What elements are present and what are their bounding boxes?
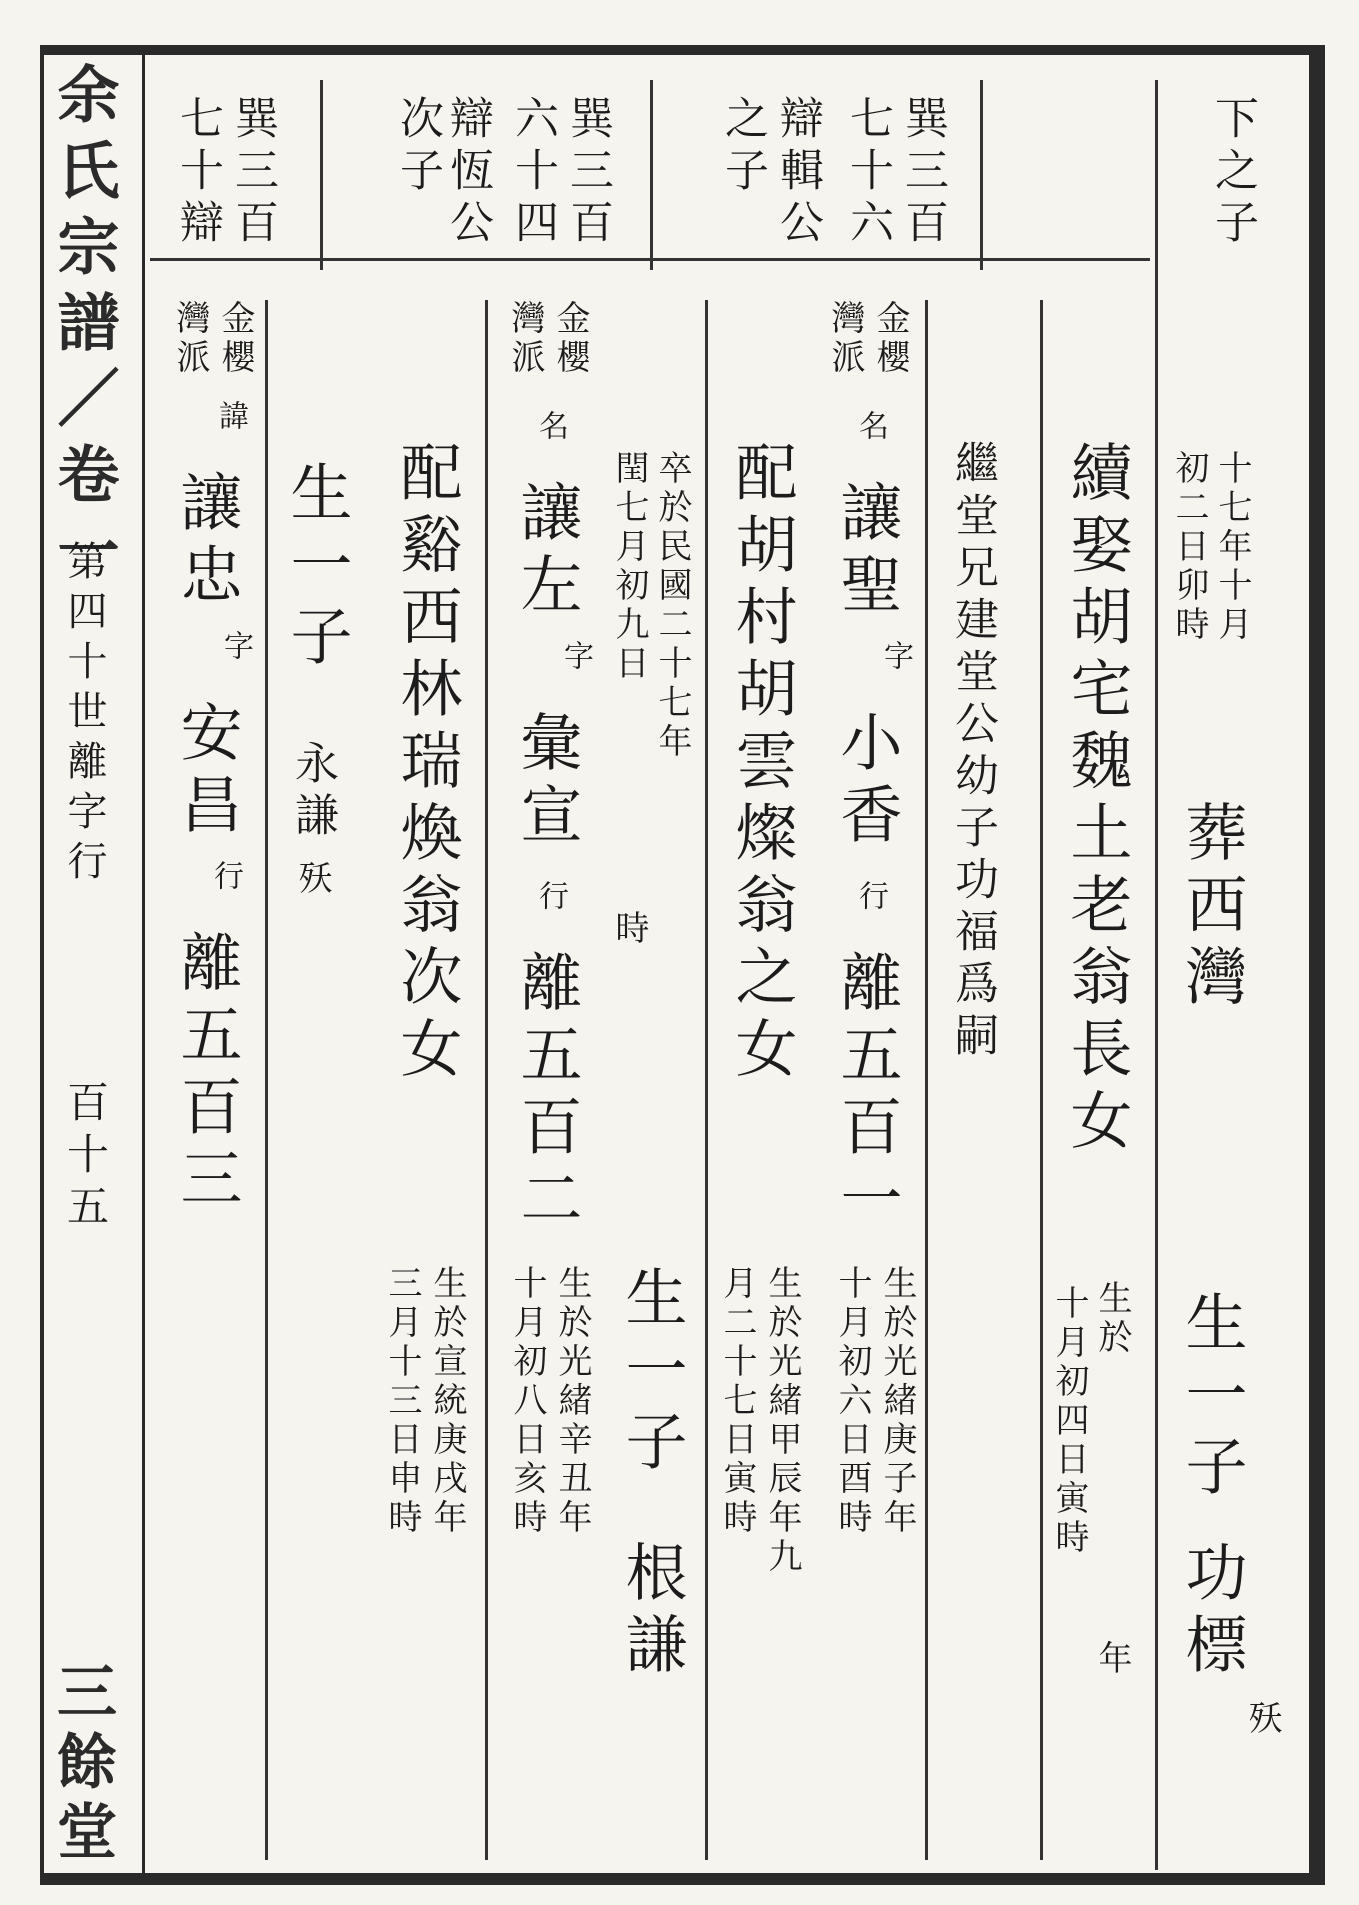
- adoption-text: 繼堂兄建堂公幼子功福爲嗣: [947, 440, 998, 1064]
- birth-text: 生於宣統庚戌年: [427, 1265, 467, 1538]
- zi-label: 字: [878, 640, 913, 674]
- death-note: 十七年十月: [1212, 450, 1252, 645]
- generation-rank: 離五百一: [830, 950, 903, 1238]
- person-name: 讓聖: [830, 480, 903, 624]
- column-rule: [265, 300, 268, 1860]
- hang-label: 行: [208, 860, 243, 894]
- hang-label: 行: [533, 880, 568, 914]
- son-mark: 殀: [292, 860, 332, 899]
- spine-title: 余氏宗譜／卷一: [47, 62, 120, 594]
- death-note: 閏七月初九日: [609, 450, 649, 684]
- burial-text: 葬西灣: [1175, 800, 1248, 1016]
- person-name: 讓忠: [170, 470, 243, 614]
- birth-text: 生於光緒甲辰年九: [762, 1265, 802, 1577]
- column-rule: [705, 300, 708, 1860]
- branch-text: 金櫻: [870, 300, 910, 378]
- branch-text: 金櫻: [550, 300, 590, 378]
- column-rule: [980, 80, 983, 270]
- spine-hall-name: 三餘堂: [47, 1660, 117, 1870]
- birth-text: 三月十三日申時: [382, 1265, 422, 1538]
- birth-text: 月二十七日寅時: [717, 1265, 757, 1538]
- top-text: 辯輯公: [772, 95, 823, 251]
- column-rule: [485, 300, 488, 1860]
- son-count: 生一子: [1175, 1290, 1248, 1506]
- branch-text: 灣派: [825, 300, 865, 378]
- column-rule: [650, 80, 653, 270]
- birth-text: 十月初八日亥時: [507, 1265, 547, 1538]
- son-name: 永謙: [287, 740, 338, 844]
- top-text: 次子: [392, 95, 443, 199]
- death-note: 時: [609, 910, 649, 949]
- top-text: 巽三百: [227, 95, 278, 251]
- birth-text: 十月初六日酉時: [832, 1265, 872, 1538]
- courtesy-name: 彙宣: [510, 710, 583, 854]
- death-note: 初二日卯時: [1169, 450, 1209, 645]
- generation-rank: 離五百二: [510, 950, 583, 1238]
- name-label: 諱: [213, 400, 248, 434]
- name-label: 名: [853, 410, 888, 444]
- son-name: 功標: [1175, 1540, 1248, 1684]
- branch-text: 灣派: [505, 300, 545, 378]
- spouse-text: 續娶胡宅魏土老翁長女: [1060, 440, 1133, 1160]
- top-text: 巽三百: [897, 95, 948, 251]
- birth-text: 生於光緒辛丑年: [552, 1265, 592, 1538]
- top-text: 七十六: [842, 95, 893, 251]
- son-mark: 殀: [1242, 1700, 1282, 1739]
- person-name: 讓左: [510, 480, 583, 624]
- son-count: 生一子: [280, 460, 353, 676]
- column-rule: [1155, 80, 1158, 1870]
- birth-text: 十月初四日寅時: [1049, 1285, 1089, 1558]
- column-rule: [320, 80, 323, 270]
- top-text: 之子: [717, 95, 768, 199]
- column-rule: [1040, 300, 1043, 1860]
- son-name: 根謙: [615, 1540, 688, 1684]
- top-text: 辯恆公: [442, 95, 493, 251]
- zi-label: 字: [218, 630, 253, 664]
- birth-text: 生於光緒庚子年: [877, 1265, 917, 1538]
- name-label: 名: [533, 410, 568, 444]
- top-text: 下之子: [1207, 95, 1258, 251]
- courtesy-name: 安昌: [170, 700, 243, 844]
- hang-label: 行: [853, 880, 888, 914]
- spine-page-number: 百十五: [61, 1080, 110, 1236]
- spine-generation: 第四十世離字行: [61, 540, 107, 890]
- branch-text: 灣派: [170, 300, 210, 378]
- son-count: 生一子: [615, 1265, 688, 1481]
- branch-text: 金櫻: [215, 300, 255, 378]
- birth-text: 生於: [1092, 1280, 1132, 1358]
- column-rule: [925, 300, 928, 1860]
- zi-label: 字: [558, 640, 593, 674]
- birth-text: 年: [1092, 1640, 1132, 1679]
- top-text: 六十四: [507, 95, 558, 251]
- generation-rank: 離五百三: [170, 930, 243, 1218]
- death-note: 卒於民國二十七年: [652, 450, 692, 762]
- spouse-text: 配胡村胡雲燦翁之女: [725, 440, 798, 1088]
- top-text: 七十辯: [172, 95, 223, 251]
- top-text: 巽三百: [562, 95, 613, 251]
- spouse-text: 配谿西林瑞煥翁次女: [390, 440, 463, 1088]
- courtesy-name: 小香: [830, 710, 903, 854]
